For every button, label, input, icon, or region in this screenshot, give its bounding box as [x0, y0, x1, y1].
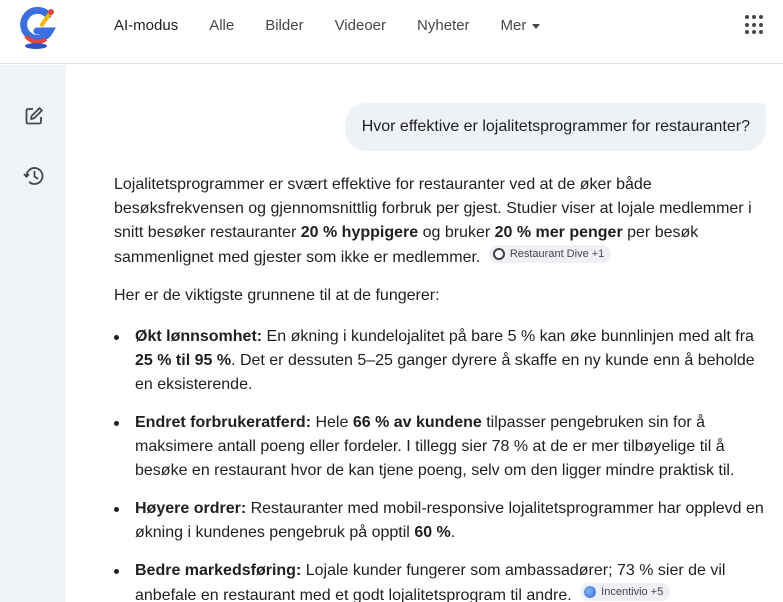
list-item-text: Lojale kunder fungerer som ambassadører; 73 % sier de vil anbefale en restaurant med et godt lojalitetsprogram til andre.	[135, 562, 726, 602]
list-item-text: Restauranter med mobil-responsive lojalitetsprogrammer har opplevd en økning i kundenes pengebruk på opptil	[135, 500, 764, 541]
tab-news[interactable]: Nyheter	[417, 17, 470, 34]
google-logo-icon[interactable]	[16, 6, 58, 50]
tab-more-label: Mer	[500, 17, 527, 34]
list-item-heading: Bedre markedsføring:	[135, 562, 302, 579]
answer-text: per besøk sammenlignet med gjester som ikke er medlemmer.	[114, 224, 699, 266]
caret-down-icon	[532, 24, 540, 29]
list-item-text: En økning i kundelojalitet på bare 5 % kan øke bunnlinjen med alt fra	[262, 328, 754, 345]
source-chip-label: Incentivio +5	[601, 586, 664, 598]
list-item	[114, 497, 766, 545]
list-item-heading: Høyere ordrer:	[135, 500, 247, 517]
side-rail	[0, 65, 66, 602]
list-item-text: tilpasser pengebruken sin for å maksimere antall poeng eller fordeler. I tillegg sier 78 % at de er mer tilbøyelige til å besøke en restaurant hvor de kan tjene poeng, selv om den ligger mindre praktisk til.	[135, 414, 735, 479]
search-mode-tabs	[114, 17, 571, 35]
history-icon	[22, 164, 46, 188]
tab-more[interactable]	[501, 17, 541, 35]
tab-videos[interactable]: Videoer	[334, 17, 387, 34]
history-button[interactable]	[19, 161, 49, 191]
answer-highlight: 20 % hyppigere	[300, 224, 419, 241]
answer-highlight: 25 % til 95 %	[135, 352, 232, 369]
list-item	[114, 559, 766, 602]
source-chip[interactable]	[489, 245, 611, 263]
top-bar	[0, 0, 783, 64]
answer-highlight: 60 %	[414, 524, 451, 541]
answer-highlight: 20 % mer penger	[494, 224, 623, 241]
list-item-heading: Endret forbrukeratferd:	[135, 414, 312, 431]
user-query-bubble: Hvor effektive er lojalitetsprogrammer for restauranter?	[345, 103, 766, 151]
new-chat-button[interactable]	[19, 101, 49, 131]
restaurant-dive-source-icon	[493, 248, 505, 260]
list-item-text: Hele	[311, 414, 353, 431]
source-chip[interactable]	[580, 583, 670, 601]
answer-text: Lojalitetsprogrammer er svært effektive for restauranter ved at de øker både besøksfrekvensen og gjennomsnittlig forbruk per gjest. Studier viser at lojale medlemmer i snitt besøker restauranter	[114, 176, 752, 241]
list-item	[114, 325, 766, 397]
new-chat-icon	[23, 105, 45, 127]
answer-paragraph: Her er de viktigste grunnene til at de fungerer:	[114, 287, 440, 304]
list-item-text: . Det er dessuten 5–25 ganger dyrere å skaffe en ny kunde enn å beholde en eksisterende.	[135, 352, 755, 393]
tab-all[interactable]: Alle	[209, 17, 235, 34]
tab-images[interactable]: Bilder	[265, 17, 304, 34]
answer-text: og bruker	[418, 224, 495, 241]
answer-list	[114, 325, 766, 602]
ai-answer	[114, 173, 766, 602]
tab-ai-mode[interactable]: AI-modus	[114, 17, 179, 34]
apps-grid-icon[interactable]	[745, 15, 765, 35]
list-item	[114, 411, 766, 483]
answer-paragraph	[114, 173, 766, 270]
list-item-heading: Økt lønnsomhet:	[135, 328, 263, 345]
list-item-text: .	[450, 524, 456, 541]
incentivio-source-icon	[584, 586, 596, 598]
source-chip-label: Restaurant Dive +1	[509, 248, 605, 260]
answer-highlight: 66 % av kundene	[352, 414, 482, 431]
